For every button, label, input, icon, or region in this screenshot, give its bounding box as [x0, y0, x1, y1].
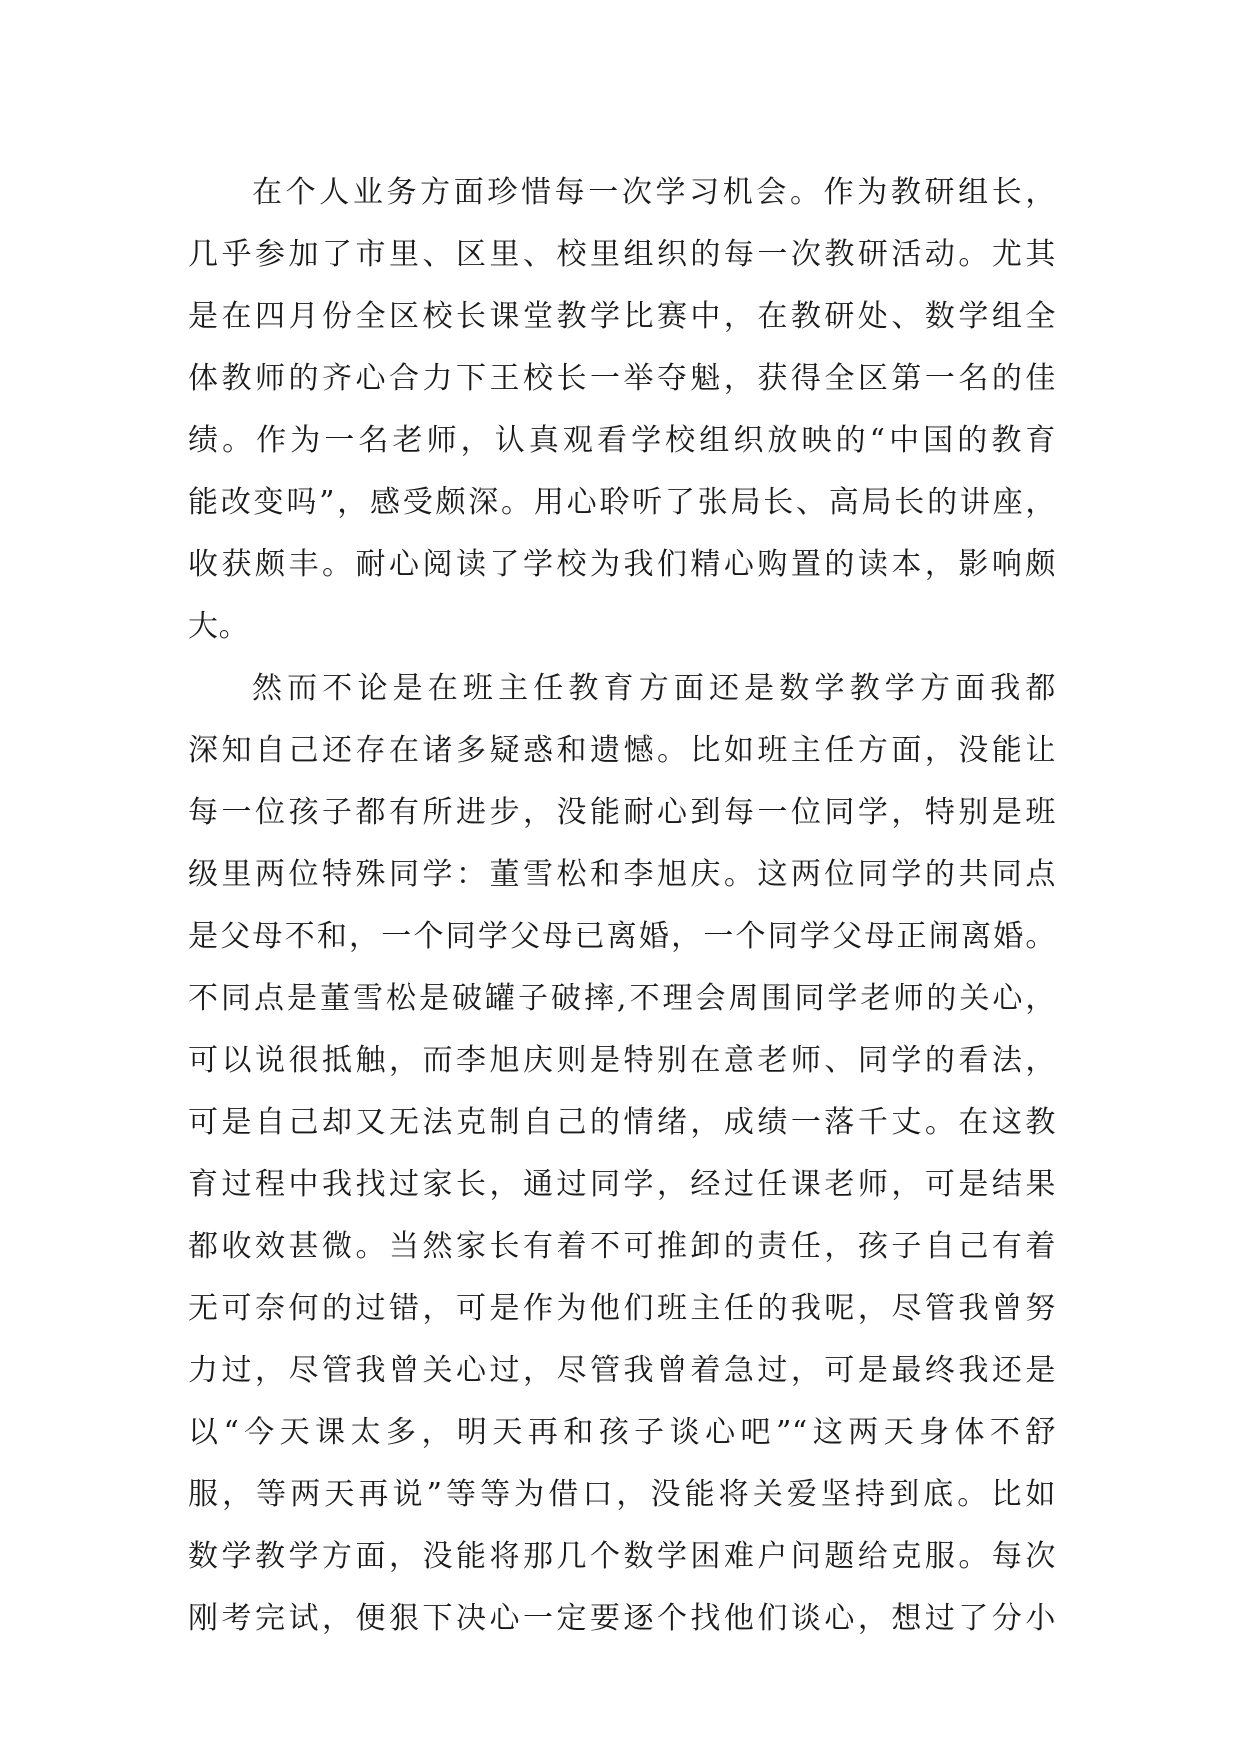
text-line: 以“今天课太多，明天再和孩子谈心吧”“这两天身体不舒 — [188, 1415, 1056, 1450]
text-line: 几乎参加了市里、区里、校里组织的每一次教研活动。尤其 — [188, 237, 1056, 272]
text-line: 刚考完试，便狠下决心一定要逐个找他们谈心，想过了分小 — [188, 1601, 1056, 1636]
text-line: 大。 — [188, 609, 250, 644]
text-line: 然而不论是在班主任教育方面还是数学教学方面我都 — [252, 671, 1056, 706]
text-line: 每一位孩子都有所进步，没能耐心到每一位同学，特别是班 — [188, 795, 1056, 830]
text-line: 育过程中我找过家长，通过同学，经过任课老师，可是结果 — [188, 1167, 1056, 1202]
document-body — [188, 162, 1056, 1650]
text-line: 是父母不和，一个同学父母已离婚，一个同学父母正闹离婚。 — [188, 919, 1056, 954]
paragraph-2 — [188, 658, 1056, 1650]
text-line: 可是自己却又无法克制自己的情绪，成绩一落千丈。在这教 — [188, 1105, 1056, 1140]
text-line: 在个人业务方面珍惜每一次学习机会。作为教研组长， — [252, 175, 1056, 210]
text-line: 深知自己还存在诸多疑惑和遗憾。比如班主任方面，没能让 — [188, 733, 1056, 768]
text-line: 绩。作为一名老师，认真观看学校组织放映的“中国的教育 — [188, 423, 1056, 458]
text-line: 不同点是董雪松是破罐子破摔,不理会周围同学老师的关心， — [188, 981, 1056, 1016]
text-line: 无可奈何的过错，可是作为他们班主任的我呢，尽管我曾努 — [188, 1291, 1056, 1326]
text-line: 体教师的齐心合力下王校长一举夺魁，获得全区第一名的佳 — [188, 361, 1056, 396]
text-line: 力过，尽管我曾关心过，尽管我曾着急过，可是最终我还是 — [188, 1353, 1056, 1388]
text-line: 服，等两天再说”等等为借口，没能将关爱坚持到底。比如 — [188, 1477, 1056, 1512]
text-line: 都收效甚微。当然家长有着不可推卸的责任，孩子自己有着 — [188, 1229, 1056, 1264]
text-line: 收获颇丰。耐心阅读了学校为我们精心购置的读本，影响颇 — [188, 547, 1056, 582]
text-line: 级里两位特殊同学：董雪松和李旭庆。这两位同学的共同点 — [188, 857, 1056, 892]
paragraph-1 — [188, 162, 1056, 658]
text-line: 是在四月份全区校长课堂教学比赛中，在教研处、数学组全 — [188, 299, 1056, 334]
text-line: 能改变吗”，感受颇深。用心聆听了张局长、高局长的讲座， — [188, 485, 1056, 520]
text-line: 数学教学方面，没能将那几个数学困难户问题给克服。每次 — [188, 1539, 1056, 1574]
text-line: 可以说很抵触，而李旭庆则是特别在意老师、同学的看法， — [188, 1043, 1056, 1078]
